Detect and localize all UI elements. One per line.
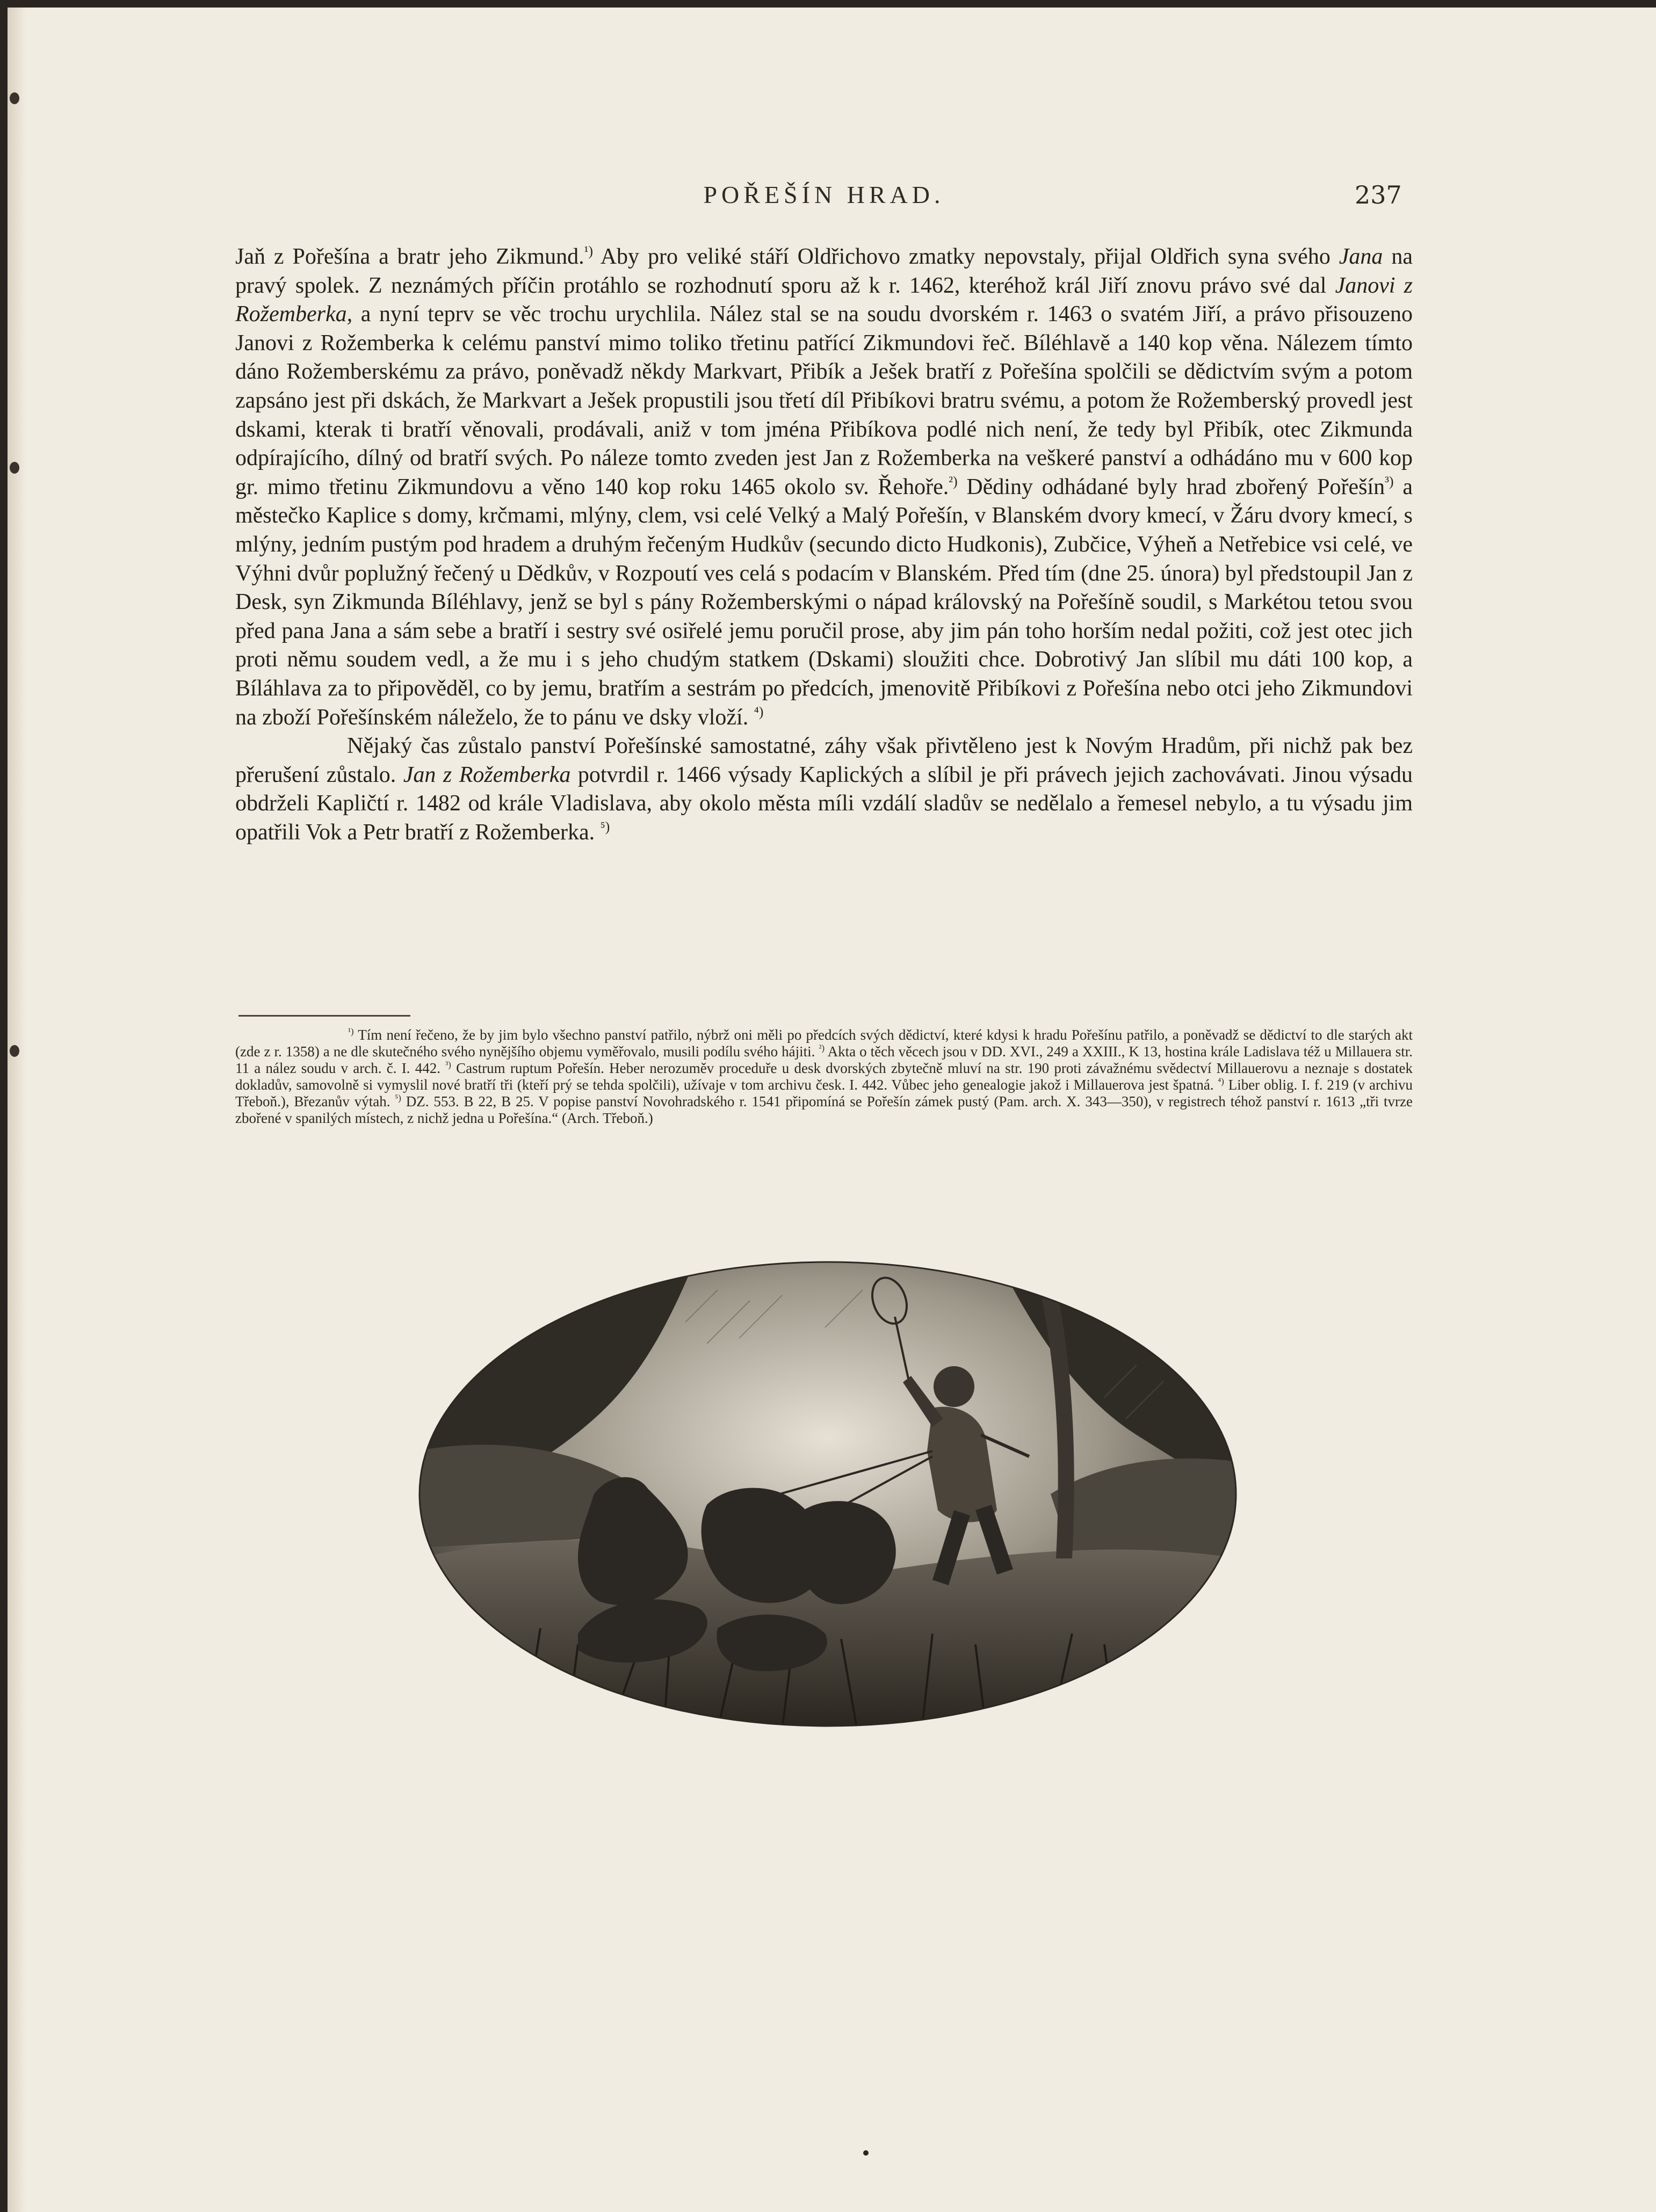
italic-name: Jan z Rožemberka [403,762,571,787]
paragraph: Nějaký čas zůstalo panství Pořešínské samostatné, záhy však přivtěleno jest k Novým Hradům, při nichž pak bez přerušení zůstalo. Jan z Rožemberka potvrdil r. 1466 výsady Kaplických a slíbil je při právech jejich zachovávati. Jinou výsadu obdrželi Kapličtí r. 1482 od krále Vladislava, aby okolo města míli vzdálí sladův se nedělalo a řemesel nebylo, a tu výsadu jim opatřili Vok a Petr bratří z Rožemberka. $^{^5)}$ [235,734,1413,845]
hunting-scene-illustration [417,1258,1239,1730]
footnote-ref: ⁵) [600,818,610,835]
page-number: 237 [1355,180,1402,209]
footnote-block: $^{^1)}$ Tím není řečeno, že by jim bylo všechno panství patřilo, nýbrž oni měli po předcích svých dědictví, které kdysi k hradu Pořešínu patřilo, a poněvadž se dědictví to dle starých akt (zde z r. 1358) a ne dle skutečného svého nynějšího objemu vyměřovalo, musili podílu svého hájiti. $^{^2)}$ Akta o těch věcech jsou v DD. XVI., 249 a XXIII., K 13, hostina krále Ladislava též u Millauera str. 11 a nález soudu v arch. č. I. 442. $^{^3)}$ Castrum ruptum Pořešín. Heber nerozuměv proceduře u desk dvorských zbytečně mluví na str. 190 proti závažnému svědectví Millauerovu a neznaje s dostatek dokladův, samovolně si vymyslil nové bratří tři (kteří prý se tehda spolčili), užívaje v tom archivu česk. I. 442. Vůbec jeho genealogie jakož i Millauerova jest špatná. $^{^4)}$ Liber oblig. I. f. 219 (v archivu Třeboň.), Březanův výtah. $^{^5)}$ DZ. 553. B 22, B 25. V popise panství Novohradského r. 1541 připomíná se Pořešín zámek pustý (Pam. arch. X. 343—350), v registrech téhož panství r. 1613 „tři tvrze zbořené v spanilých místech, z nichž jedna u Pořešína.“ (Arch. Třeboň.) [235,1026,1413,1126]
ink-dot [863,2150,869,2156]
binding-hole-mark [10,92,19,104]
footnote-ref: ¹) [584,243,594,259]
footnote-ref: ³) [1385,473,1394,489]
binding-hole-mark [10,1045,19,1057]
italic-name: Jana [1339,244,1383,269]
footnote-ref: ⁴) [754,704,764,720]
footnote-ref: ²) [949,473,958,489]
book-page [8,8,1656,2212]
binding-hole-mark [10,462,19,474]
italic-name: Janovi z Rožemberka, [235,273,1413,327]
footnotes [235,1027,1413,1127]
page-title: POŘEŠÍN HRAD. [703,181,945,208]
engraving-image [417,1258,1239,1730]
footnote-divider [238,1015,410,1017]
main-text [235,243,1413,847]
paragraph: Jaň z Pořešína a bratr jeho Zikmund.$^{^1)}$ Aby pro veliké stáří Oldřichovo zmatky nepovstaly, přijal Oldřich syna svého Jana na pravý spolek. Z neznámých příčin protáhlo se rozhodnutí sporu až k r. 1462, kteréhož král Jiří znovu právo své dal Janovi z Rožemberka, a nyní teprv se věc trochu urychlila. Nález stal se na soudu dvorském r. 1463 o svatém Jiří, a právo přisouzeno Janovi z Rožemberka k celému panství mimo toliko třetinu patřící Zikmundovi řeč. Bíléhlavě a 140 kop věna. Nálezem tímto dáno Rožemberskému za právo, poněvadž někdy Markvart, Přibík a Ješek bratří z Pořešína spolčili se dědictvím svým a potom zapsáno jest při dskách, že Markvart a Ješek propustili jsou třetí díl Přibíkovi bratru svému, a potom že Rožemberský provedl jest dskami, kterak ti bratří věnovali, prodávali, aniž v tom jména Přibíkova podlé nich není, že tedy byl Přibík, otec Zikmunda odpírajícího, dílný od bratří svých. Po náleze tomto zveden jest Jan z Rožemberka na veškeré panství a odhádáno mu v 600 kop gr. mimo třetinu Zikmundovu a věno 140 kop roku 1465 okolo sv. Řehoře.$^{^2)}$ Dědiny odhádané byly hrad zbořený Pořešín$^{^3)}$ a městečko Kaplice s domy, krčmami, mlýny, clem, vsi celé Velký a Malý Pořešín, v Blanském dvory kmecí, v Žáru dvory kmecí, s mlýny, jedním pustým pod hradem a druhým řečeným Hudkův (secundo dicto Hudkonis), Zubčice, Výheň a Netřebice vsi celé, ve Výhni dvůr poplužný řečený u Dědkův, v Rozpoutí ves celá s podacím v Blanském. Před tím (dne 25. února) byl předstoupil Jan z Desk, syn Zikmunda Bíléhlavy, jenž se byl s pány Rožemberskými o nápad královský na Pořešíně soudil, s Markétou tetou svou před pana Jana a sám sebe a bratří i sestry své osiřelé jemu poručil prose, aby jim pán toho horším nedal požiti, což jest otec jich proti němu soudem vedl, a že mu i s jeho chudým statkem (Dskami) sloužiti chce. Dobrotivý Jan slíbil mu dáti 100 kop, a Bíláhlava za to připověděl, co by jemu, bratřím a sestrám po předcích, jmenovitě Přibíkovi z Pořešína nebo otci jeho Zikmundovi na zboží Pořešínském náleželo, že to pánu ve dsky vloží. $^{^4)}$ [235,243,1413,730]
